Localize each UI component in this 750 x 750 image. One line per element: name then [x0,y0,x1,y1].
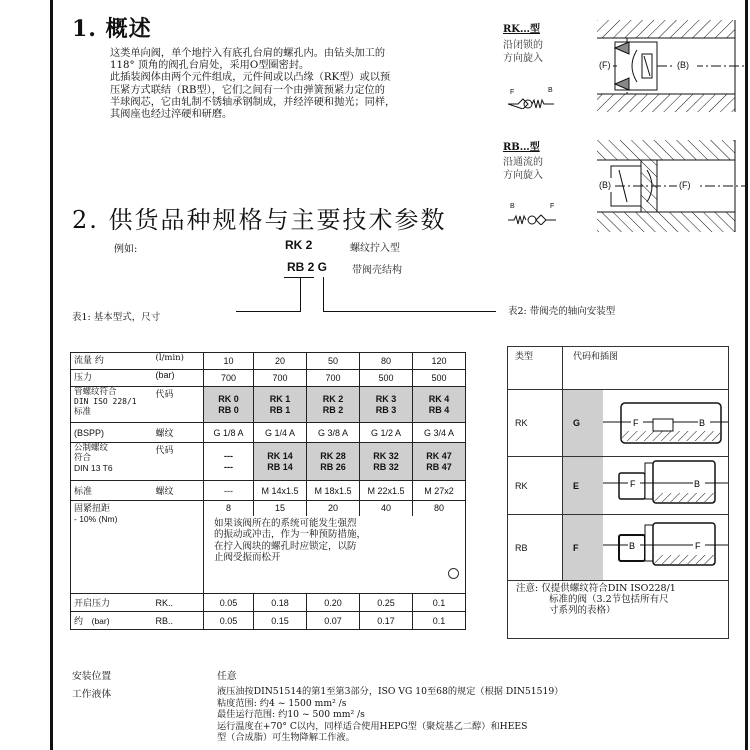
page-border-left [50,0,53,750]
cell: --- [204,481,254,501]
cell: RK 1 RB 1 [254,387,307,423]
label-line: 固紧扭距 [74,504,111,514]
table-housed-axial-types [507,346,729,639]
connector-line [323,311,496,312]
table-header [508,347,729,390]
cell: 8 [204,501,254,516]
spec-label-mounting: 安装位置 [72,671,112,682]
cell: G 1/8 A [204,423,254,443]
note-line: 如果该阀所在的系统可能发生强烈 [214,517,357,529]
rk-type-title: RK…型 [503,24,541,35]
rk-cross-section-drawing-icon [597,20,747,112]
row-type: RB [508,515,563,581]
table-row [508,515,729,581]
table-row [508,457,729,515]
page-border-right [745,0,748,750]
table-1-caption: 表1: 基本型式，尺寸 [72,312,161,323]
connector-line [236,311,301,312]
cell: 0.05 [204,612,254,630]
cell: 80 [360,353,413,370]
cell: 0.25 [360,594,413,612]
paragraph-line: 这类单向阀，单个地拧入有底孔台肩的螺孔内。由钻头加工的 [110,48,386,59]
spec-value-mounting: 任意 [217,671,237,682]
row-unit: 代码 [154,387,204,423]
label-line: DIN ISO 228/1 [74,397,137,406]
table-basic-types-sizes [70,352,466,630]
symbol-port-label: F [550,203,555,210]
row-unit: (l/min) [154,353,204,370]
table-row-flow [71,353,466,370]
example-label: 例如: [114,244,138,255]
cell: 500 [413,370,466,387]
circle-marker-icon [448,568,459,579]
note-line: 寸系列的表格） [549,605,616,616]
connector-line [284,277,314,278]
spec-value-fluid [217,686,563,744]
table-row-pipe-thread-code [71,387,466,423]
cell: M 18x1.5 [307,481,360,501]
cell: 700 [307,370,360,387]
cell: 700 [254,370,307,387]
example-desc-rk: 螺纹拧入型 [350,243,400,254]
example-desc-rb: 带阀壳结构 [352,265,402,276]
section-1-paragraph [110,48,480,121]
cell: --- --- [204,443,254,481]
cell: G 1/4 A [254,423,307,443]
note-line: 标准的阀（3.2节包括所有尺 [549,594,669,605]
table-row-pressure [71,370,466,387]
symbol-port-label: F [510,89,515,96]
table-row-torque [71,501,466,516]
cell: G 3/8 A [307,423,360,443]
example-code-rk: RK 2 [285,238,313,252]
row-unit: RK.. [154,594,204,612]
spec-label-fluid: 工作液体 [72,689,112,700]
header-code: 代码和插图 [562,347,728,390]
table-2-caption: 表2: 带阀壳的轴向安装型 [508,306,616,317]
cell: 80 [413,501,466,516]
note-line: 止阀受振而松开 [214,552,281,563]
table-row-pipe-thread-size [71,423,466,443]
table-row-cracking-rb [71,612,466,630]
table-row-metric-thread-size [71,481,466,501]
cell: RK 4 RB 4 [413,387,466,423]
cell: 10 [204,353,254,370]
svg-text:F: F [630,479,636,489]
label-line: 管螺纹符合 [74,387,117,397]
connector-line [300,277,301,312]
fluid-line: 运行温度在+70° C以内，同样适合使用HEPG型（聚烷基乙二醇）和HEES [217,720,528,732]
cell: M 27x2 [413,481,466,501]
header-type: 类型 [508,347,563,390]
cell: RK 0 RB 0 [204,387,254,423]
valve-housing-e-drawing-icon [603,457,729,515]
rk-type-description [503,40,543,65]
cell: 0.17 [360,612,413,630]
cell: 0.07 [307,612,360,630]
row-label: 约 (bar) [71,612,154,630]
row-code: G [562,390,603,457]
cell: 0.05 [204,594,254,612]
desc-line: 沿通流的 [503,157,543,168]
cell: 0.18 [254,594,307,612]
cell: 0.15 [254,612,307,630]
row-unit: 螺纹 [154,481,204,501]
cell: 0.1 [413,594,466,612]
rb-check-valve-symbol-icon [508,203,558,225]
port-label-f: (F) [599,60,611,70]
row-label [71,443,154,481]
cell: 0.1 [413,612,466,630]
desc-line: 方向旋入 [503,52,543,64]
fluid-line: 型（合成脂）可生物降解工作液。 [217,732,355,743]
note-line: 在拧入阀块的螺孔时应锁定，以防 [214,540,357,552]
table-2-note [508,581,729,639]
section-2-title: 2. 供货品种规格与主要技术参数 [72,206,447,234]
paragraph-line: 半球阀芯，它由轧制不锈轴承钢制成，并经淬硬和抛光；同样， [110,96,396,108]
note-line: 的振动或冲击，作为一种预防措施， [214,529,367,540]
rk-check-valve-symbol-icon [508,87,558,109]
row-label [71,387,154,423]
row-code: F [562,515,603,581]
example-code-rb: RB 2 G [287,260,328,274]
label-line: 符合 [74,453,92,463]
row-unit: 代码 [154,443,204,481]
row-label: 开启压力 [71,594,154,612]
row-unit: (bar) [154,370,204,387]
cell: RK 2 RB 2 [307,387,360,423]
fluid-line: 粘度范围: 约4 ~ 1500 mm² /s [217,697,347,709]
table-row [508,390,729,457]
row-label: (BSPP) [71,423,154,443]
port-label-b: (B) [599,180,611,190]
cell: RK 47 RB 47 [413,443,466,481]
cell: 20 [254,353,307,370]
port-label-b: (B) [677,60,689,70]
cell: RK 14 RB 14 [254,443,307,481]
connector-line [323,277,324,312]
svg-text:F: F [633,417,639,428]
cell: RK 28 RB 26 [307,443,360,481]
row-type: RK [508,390,563,457]
row-label: 流量 约 [71,353,154,370]
cell: RK 32 RB 32 [360,443,413,481]
row-label: 标准 [71,481,154,501]
svg-text:B: B [699,417,706,428]
table-row-cracking-rk [71,594,466,612]
cell: 0.20 [307,594,360,612]
fluid-line: 最佳运行范围: 约10 ~ 500 mm² /s [217,709,365,720]
port-label-f: (F) [679,180,691,190]
symbol-port-label: B [510,203,515,210]
row-label [71,501,204,594]
svg-text:F: F [695,541,701,551]
cell: RK 3 RB 3 [360,387,413,423]
cell: 50 [307,353,360,370]
cell: 15 [254,501,307,516]
table-row-metric-thread-code [71,443,466,481]
rb-cross-section-drawing-icon [597,140,747,232]
note-line: 注意: 仅提供螺纹符合DIN ISO228/1 [516,583,676,594]
row-type: RK [508,457,563,515]
cell: M 22x1.5 [360,481,413,501]
label-line: 标准 [74,407,92,417]
label-line: - 10% (Nm) [74,514,118,524]
paragraph-line: 118° 顶角的阀孔台肩处，采用O型圈密封。 [110,60,310,72]
fluid-line: 液压油按DIN51514的第1至第3部分，ISO VG 10至68的规定（根据 DIN51519） [217,686,564,697]
torque-note [204,516,466,594]
rb-type-description [503,157,543,182]
cell: 120 [413,353,466,370]
cell: 20 [307,501,360,516]
cell: G 1/2 A [360,423,413,443]
paragraph-line: 压紧方式联结（RB型），它们之间有一个由弹簧预紧力定位的 [110,84,385,96]
desc-line: 沿闭锁的 [503,40,543,51]
rb-type-title: RB…型 [503,142,540,153]
paragraph-line: 此插装阀体由两个元件组成，元件间或以凸缘（RK型）或以预 [110,72,391,84]
svg-text:B: B [694,479,701,489]
symbol-port-label: B [548,87,553,94]
row-label: 压力 [71,370,154,387]
label-line: 公制螺纹 [74,443,109,453]
cell: 500 [360,370,413,387]
cell: G 3/4 A [413,423,466,443]
row-unit: 螺纹 [154,423,204,443]
row-code: E [562,457,603,515]
cell: 700 [204,370,254,387]
svg-text:B: B [629,541,636,551]
row-unit: RB.. [154,612,204,630]
table-note-row [508,581,729,639]
section-1-title: 1. 概述 [72,16,152,42]
valve-housing-g-drawing-icon [603,390,729,457]
valve-housing-f-drawing-icon [603,515,729,581]
desc-line: 方向旋入 [503,169,543,181]
label-line: DIN 13 T6 [74,463,113,473]
cell: 40 [360,501,413,516]
cell: M 14x1.5 [254,481,307,501]
paragraph-line: 其阀座也经过淬硬和研磨。 [110,109,233,121]
